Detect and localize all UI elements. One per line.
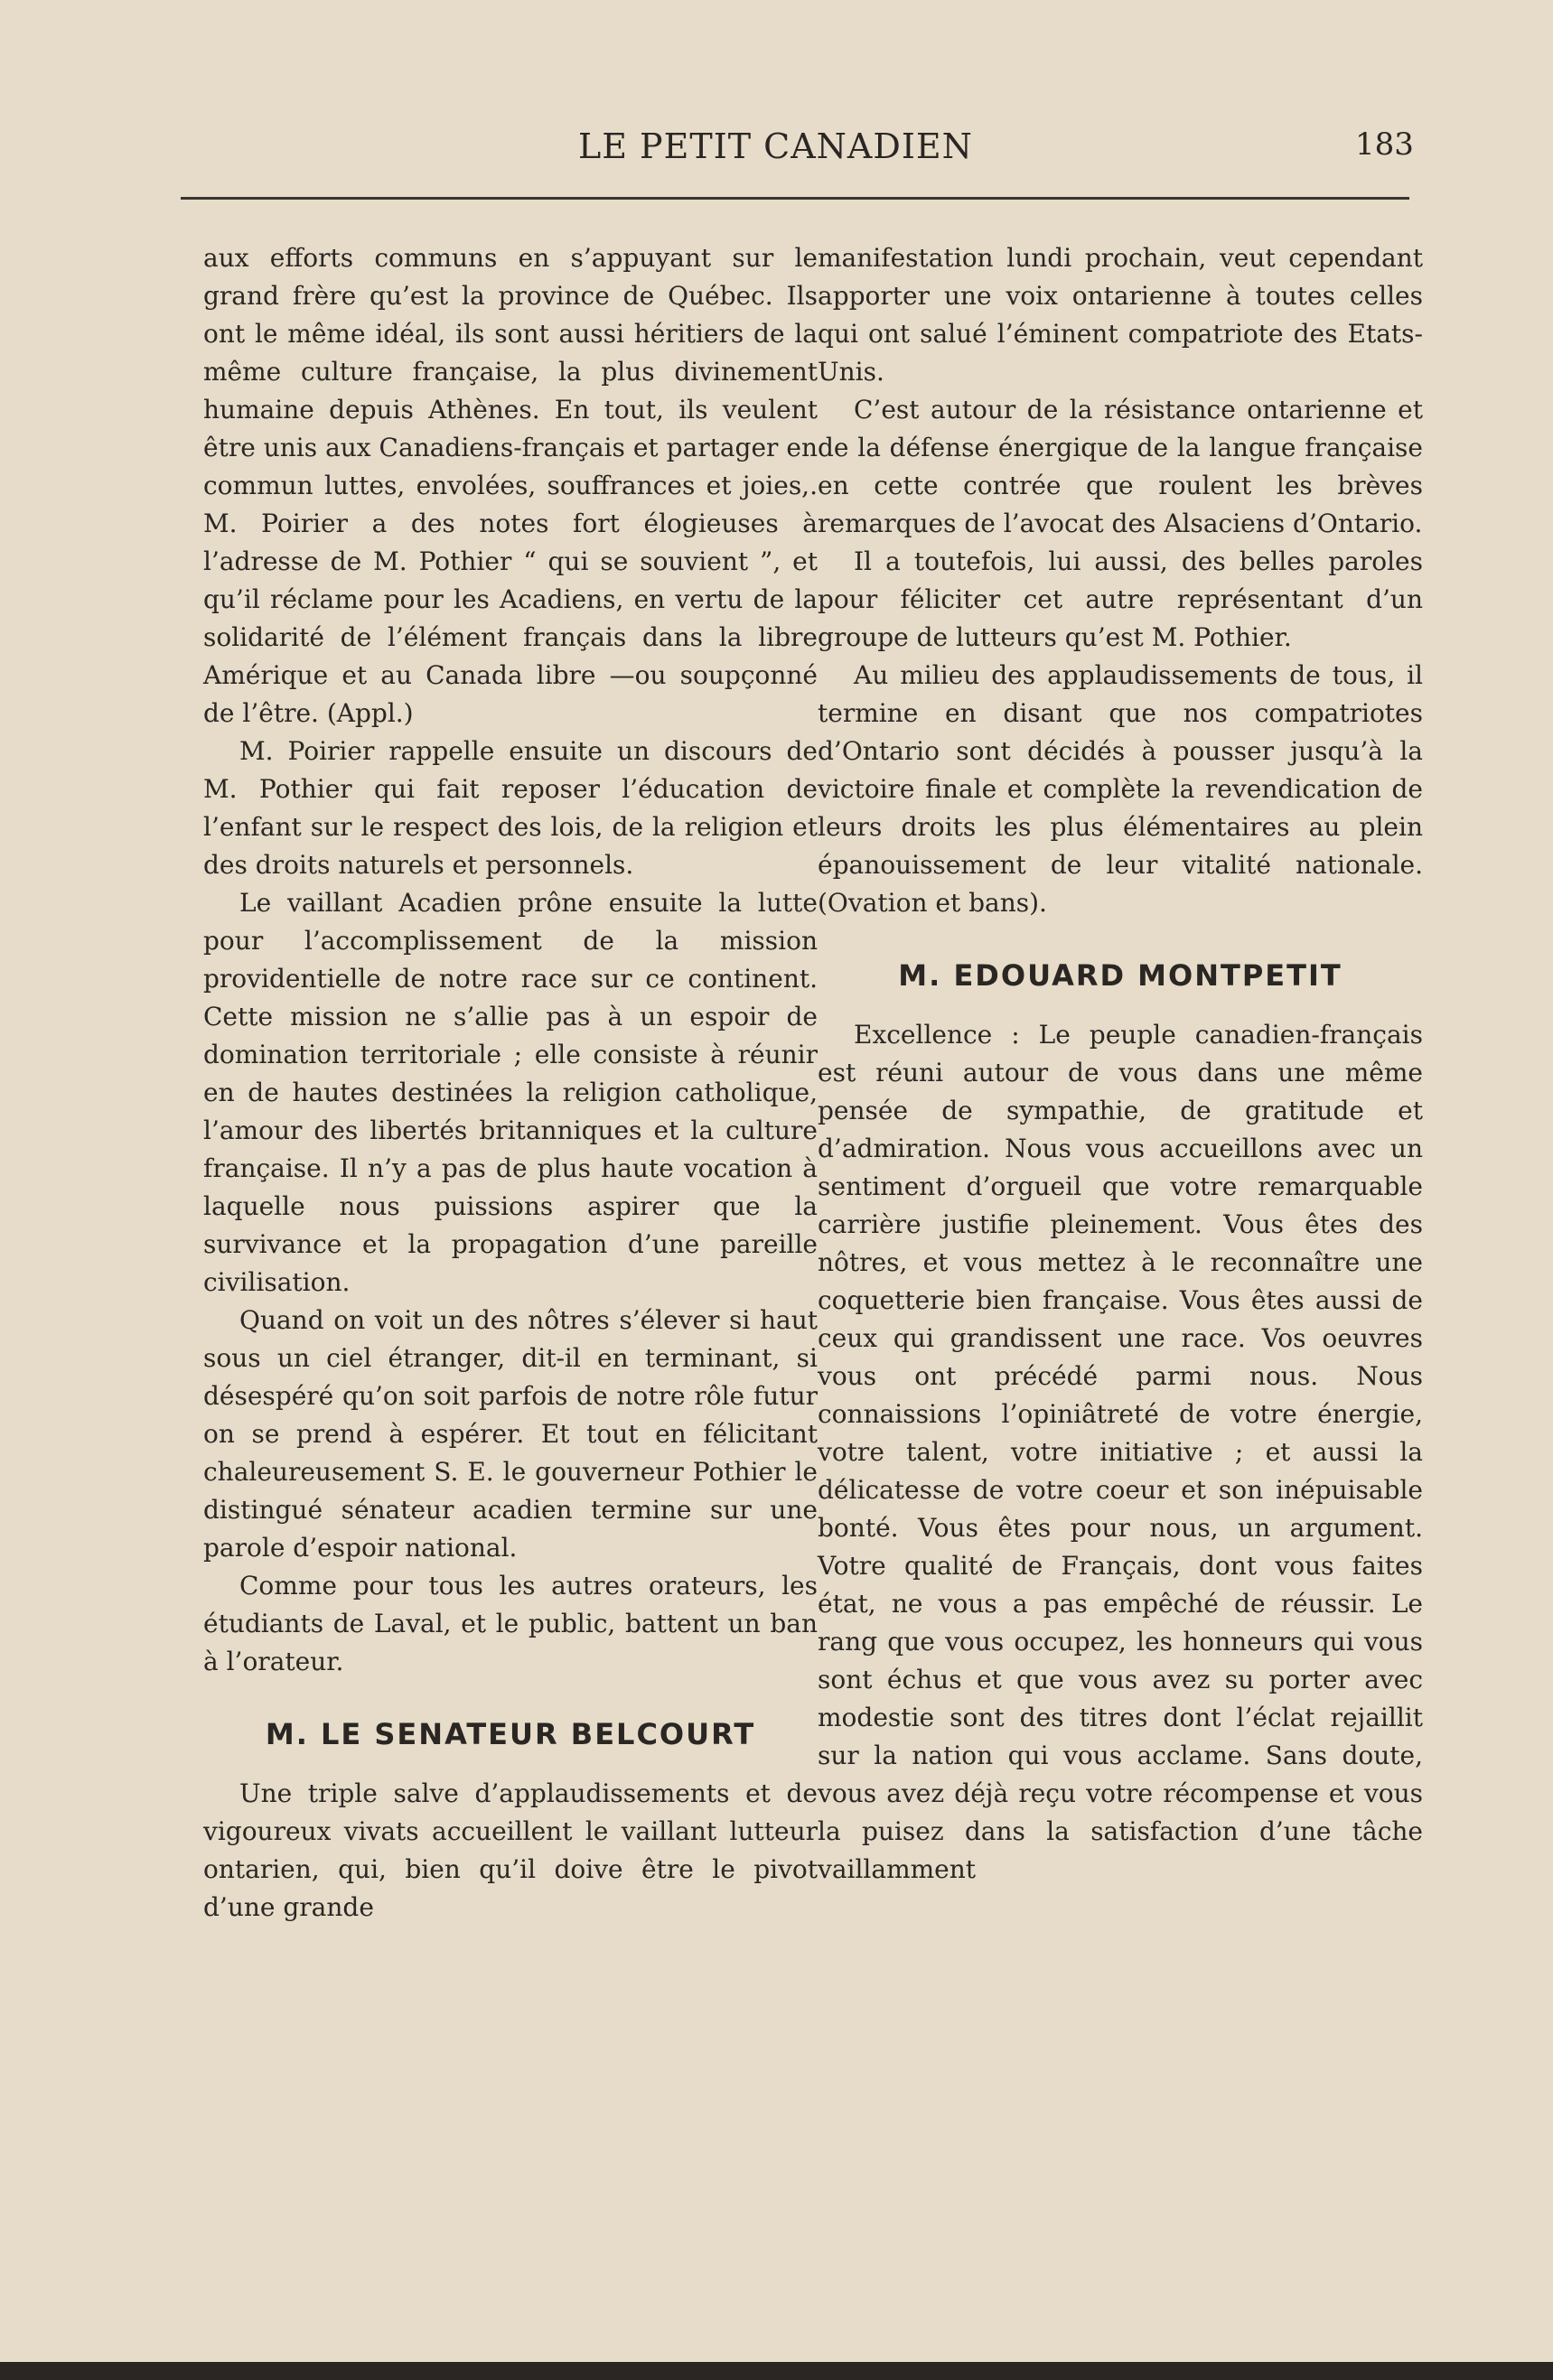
paragraph: aux efforts communs en s’appuyant sur le grand frère qu’est la province de Québec. Ils ont le même idéal, ils sont aussi héritiers de la même culture française, la plus divinement humaine depuis Athènes. En tout, ils veulent être unis aux Canadiens-français et partager en commun luttes, envolées, souffrances et joies,. M. Poirier a des notes fort élogieuses à l’adresse de M. Pothier “ qui se souvient ”, et qu’il réclame pour les Acadiens, en vertu de la solidarité de l’élément français dans la libre Amérique et au Canada libre —ou soupçonné de l’être. (Appl.) bbox=[203, 243, 818, 728]
paragraph: C’est autour de la résistance ontarienne et de la défense énergique de la langue française en cette contrée que roulent les brèves remarques de l’avocat des Alsaciens d’Ontario. bbox=[818, 395, 1423, 538]
paragraph: Excellence : Le peuple canadien-français est réuni autour de vous dans une même pensée de sympathie, de gratitude et d’admiration. Nous vous accueillons avec un sentiment d’orgueil que votre remarquable carrière justifie pleinement. Vous êtes des nôtres, et vous mettez à le reconnaître une coquetterie bien française. Vous êtes aussi de ceux qui grandissent une race. Vos oeuvres vous ont précédé parmi nous. Nous connaissions l’opiniâtreté de votre énergie, votre talent, votre initiative ; et aussi la délicatesse de votre coeur et son inépuisable bonté. Vous êtes pour nous, un argument. Votre qualité de Français, dont vous faites état, ne vous a pas empêché de réussir. Le rang que vous occupez, les honneurs qui vous sont échus et que vous avez su porter avec modestie sont des titres dont l’éclat rejaillit sur la nation qui vous acclame. Sans doute, vous avez déjà reçu votre récompense et vous la puisez dans la satisfaction d’une tâche vaillamment bbox=[818, 1020, 1423, 1884]
page-bottom-edge bbox=[0, 2362, 1553, 2380]
paragraph: Le vaillant Acadien prône ensuite la lutte pour l’accomplissement de la mission providentielle de notre race sur ce continent. Cette mission ne s’allie pas à un espoir de domination territoriale ; elle consiste à réunir en de hautes destinées la religion catholique, l’amour des libertés britanniques et la culture française. Il n’y a pas de plus haute vocation à laquelle nous puissions aspirer que la survivance et la propagation d’une pareille civilisation. bbox=[203, 888, 818, 1297]
paragraph: M. Poirier rappelle ensuite un discours de M. Pothier qui fait reposer l’éducation de l’enfant sur le respect des lois, de la religion et des droits naturels et personnels. bbox=[203, 736, 818, 880]
header-rule bbox=[181, 197, 1409, 200]
page-number: 183 bbox=[1355, 126, 1414, 163]
running-header-title: LE PETIT CANADIEN bbox=[578, 126, 973, 166]
section-heading: M. EDOUARD MONTPETIT bbox=[898, 958, 1343, 993]
right-column bbox=[818, 239, 1423, 1889]
paragraph: Il a toutefois, lui aussi, des belles paroles pour féliciter cet autre représentant d’un groupe de lutteurs qu’est M. Pothier. bbox=[818, 546, 1423, 652]
paragraph: Quand on voit un des nôtres s’élever si haut sous un ciel étranger, dit-il en terminant, si désespéré qu’on soit parfois de notre rôle futur on se prend à espérer. Et tout en félicitant chaleureusement S. E. le gouverneur Pothier le distingué sénateur acadien termine sur une parole d’espoir national. bbox=[203, 1305, 818, 1563]
left-column bbox=[203, 239, 818, 1927]
paragraph: Une triple salve d’applaudissements et de vigoureux vivats accueillent le vaillant lutteur ontarien, qui, bien qu’il doive être le pivot d’une grande bbox=[203, 1778, 818, 1922]
paragraph: manifestation lundi prochain, veut cependant apporter une voix ontarienne à toutes celles qui ont salué l’éminent compatriote des Etats-Unis. bbox=[818, 243, 1423, 387]
section-heading: M. LE SENATEUR BELCOURT bbox=[265, 1717, 756, 1751]
paragraph: Au milieu des applaudissements de tous, il termine en disant que nos compatriotes d’Ontario sont décidés à pousser jusqu’à la victoire finale et complète la revendication de leurs droits les plus élémentaires au plein épanouissement de leur vitalité nationale. (Ovation et bans). bbox=[818, 660, 1423, 918]
paragraph: Comme pour tous les autres orateurs, les étudiants de Laval, et le public, battent un ban à l’orateur. bbox=[203, 1571, 818, 1676]
